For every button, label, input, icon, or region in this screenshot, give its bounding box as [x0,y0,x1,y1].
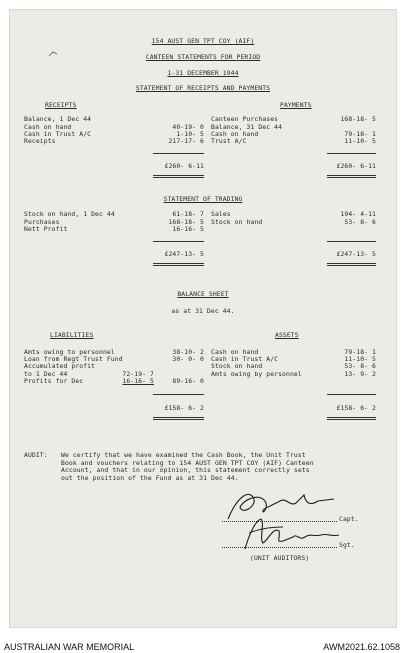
payment-label: Trust A/C [211,137,247,145]
page-heading: CANTEEN STATEMENTS FOR PERIOD [145,53,261,61]
asset-label: Stock on hand [211,362,263,370]
balance-subtitle: as at 31 Dec 44. [171,307,235,315]
archive-footer [0,630,404,653]
trading-amount: 16-16- 5 [172,225,204,233]
unit-title: 154 AUST GEN TPT COY (AIF) [151,37,255,45]
asset-amount: 11-10- 5 [344,355,376,363]
rule-line [327,419,376,420]
rule-line [327,241,376,242]
trading-amount: 53- 8- 6 [344,218,376,226]
audit-label: AUDIT: [24,451,48,459]
liability-label: Profits for Dec [24,377,84,385]
liability-amount: 89-16- 0 [172,377,204,385]
payment-amount: 79-18- 1 [344,130,376,138]
liability-label: Loan from Regt Trust Fund [24,355,123,363]
rule-line [327,153,376,154]
rule-line [153,417,204,418]
balance-total-left: £158- 6- 2 [164,404,204,412]
rule-line [153,394,204,395]
signature-rank-captain: Capt. [339,515,359,523]
liability-label: to 1 Dec 44 [24,370,68,378]
payment-amount: 11-10- 5 [344,137,376,145]
receipt-label: Receipts [24,137,56,145]
trading-label: Stock on hand [211,218,263,226]
rule-line [327,263,376,264]
liabilities-header: LIABILITIES [50,331,94,339]
rule-line [327,175,376,176]
liability-amount: 38-10- 2 [172,348,204,356]
sergeant-signature [235,513,355,553]
trading-label: Stock on hand, 1 Dec 44 [24,210,115,218]
audit-text-line: Book and vouchers relating to 154 AUST GEN TPT COY (AIF) Canteen [61,459,314,467]
assets-header: ASSETS [275,331,299,339]
payment-amount: 168-18- 5 [340,115,376,123]
balance-total-right: £158- 6- 2 [336,404,376,412]
period-label: 1-31 DECEMBER 1944 [167,69,239,77]
liability-amount: 30- 0- 0 [172,355,204,363]
payment-label: Cash on hand [211,130,259,138]
rule-line [327,417,376,418]
trading-amount: 61-18- 7 [172,210,204,218]
rule-line [153,177,204,178]
receipt-amount: 217-17- 6 [168,137,204,145]
receipt-amount: 1-10- 5 [176,130,204,138]
auditors-label: (UNIT AUDITORS) [250,554,310,562]
rule-line [153,241,204,242]
footer-source: AUSTRALIAN WAR MEMORIAL [4,642,135,652]
rule-line [153,265,204,266]
receipts-header: RECEIPTS [45,101,77,109]
signature-rank-sergeant: Sgt. [339,541,355,549]
asset-amount: 13- 9- 2 [344,370,376,378]
trading-amount: 194- 4-11 [340,210,376,218]
trading-label: Nett Profit [24,225,68,233]
receipts-payments-title: STATEMENT OF RECEIPTS AND PAYMENTS [135,84,271,92]
footer-accession: AWM2021.62.1058 [323,642,400,652]
asset-label: Cash in Trust A/C [211,355,279,363]
asset-label: Amts owing by personnel [211,370,302,378]
receipt-label: Balance, 1 Dec 44 [24,115,92,123]
trading-label: Sales [211,210,231,218]
payment-label: Canteen Purchases [211,115,279,123]
asset-amount: 79-18- 1 [344,348,376,356]
rule-line [327,265,376,266]
trading-title: STATEMENT OF TRADING [163,195,243,203]
trading-total-left: £247-13- 5 [164,250,204,258]
liability-label: Amts owing to personnel [24,348,115,356]
liability-sub-amount: 16-16- 5 [122,377,154,385]
asset-label: Cash on hand [211,348,259,356]
trading-label: Purchases [24,218,60,226]
rule-line [327,177,376,178]
rule-line [153,175,204,176]
rp-total-right: £260- 6-11 [336,162,376,170]
payment-label: Balance, 31 Dec 44 [211,123,283,131]
audit-text-line: Account, and that in our opinion, this statement correctly sets [61,466,310,474]
receipt-label: Cash on hand [24,123,72,131]
payments-header: PAYMENTS [280,101,312,109]
rule-line [153,419,204,420]
pencil-mark [48,50,58,58]
trading-amount: 168-18- 5 [168,218,204,226]
trading-total-right: £247-13- 5 [336,250,376,258]
rp-total-left: £260- 6-11 [164,162,204,170]
document-page [9,9,397,628]
asset-amount: 53- 8- 6 [344,362,376,370]
liability-label: Accumulated profit [24,362,96,370]
rule-line [153,153,204,154]
liability-sub-amount: 72-19- 7 [122,370,154,378]
receipt-label: Cash in Trust A/C [24,130,92,138]
rule-line [327,394,376,395]
rule-line [153,263,204,264]
balance-title: BALANCE SHEET [177,290,229,298]
audit-text-line: out the position of the Fund as at 31 Dec 44. [61,474,239,482]
receipt-amount: 40-19- 0 [172,123,204,131]
audit-text-line: We certify that we have examined the Cash Book, the Unit Trust [61,451,306,459]
